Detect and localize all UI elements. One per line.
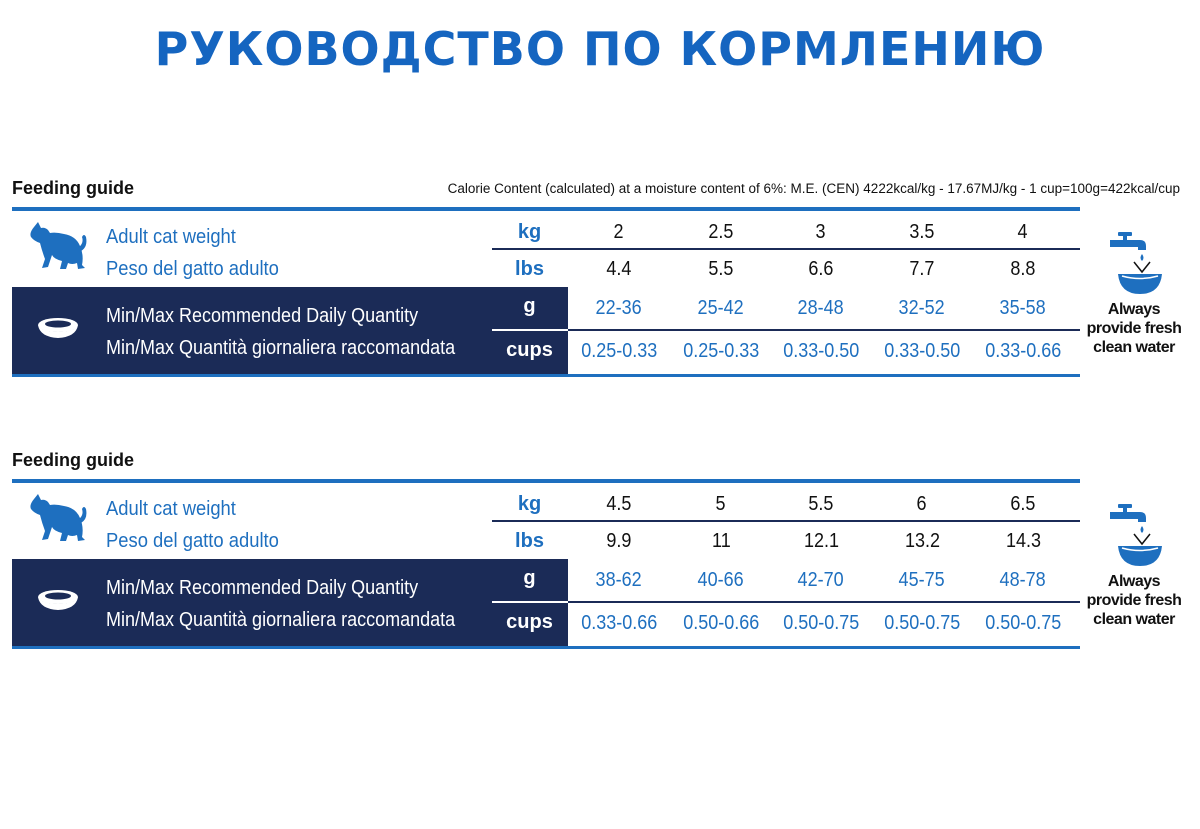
kg-value-cell: 2 xyxy=(613,221,625,243)
quantity-section xyxy=(12,559,1080,646)
weight-label-en: Adult cat weight xyxy=(106,498,236,520)
lbs-value-cell: 5.5 xyxy=(708,258,734,280)
quantity-label-en: Min/Max Recommended Daily Quantity xyxy=(106,305,419,327)
food-bowl-icon xyxy=(32,583,84,615)
quantity-label-it: Min/Max Quantità giornaliera raccomandata xyxy=(106,609,456,631)
water-reminder xyxy=(1084,228,1184,357)
g-value-cell: 22-36 xyxy=(595,297,643,319)
weight-labels xyxy=(106,221,294,285)
unit-separator xyxy=(492,329,568,331)
weight-label-en: Adult cat weight xyxy=(106,226,236,248)
weight-section xyxy=(12,211,1080,287)
food-bowl-icon xyxy=(32,311,84,343)
lbs-value-cell: 6.6 xyxy=(808,258,834,280)
water-text xyxy=(1084,300,1184,357)
cat-icon xyxy=(26,493,90,543)
g-value-cell: 45-75 xyxy=(898,569,946,591)
guide-heading: Feeding guide xyxy=(12,178,135,198)
g-value-cell: 38-62 xyxy=(595,569,643,591)
row-separator xyxy=(568,601,1080,603)
row-separator xyxy=(568,329,1080,331)
cups-value-cell: 0.33-0.50 xyxy=(782,340,860,362)
lbs-value-cell: 12.1 xyxy=(803,530,839,552)
unit-g: g xyxy=(523,295,536,317)
g-value-cell: 35-58 xyxy=(999,297,1047,319)
g-value-cell: 40-66 xyxy=(697,569,745,591)
weight-section xyxy=(12,483,1080,559)
water-reminder xyxy=(1084,500,1184,629)
lbs-value-cell: 7.7 xyxy=(909,258,935,280)
unit-lbs: lbs xyxy=(515,530,544,552)
g-value-cell: 48-78 xyxy=(999,569,1047,591)
g-value-cell: 42-70 xyxy=(797,569,845,591)
lbs-value-cell: 11 xyxy=(711,530,731,552)
quantity-labels xyxy=(106,572,494,636)
calorie-note: Calorie Content (calculated) at a moisture content of 6%: M.E. (CEN) 4222kcal/kg - 17.67MJ/kg - 1 cup=100g=422kcal/cup xyxy=(447,181,1180,196)
unit-g: g xyxy=(523,567,536,589)
g-value-cell: 32-52 xyxy=(898,297,946,319)
cups-value-cell: 0.50-0.75 xyxy=(883,612,961,634)
cat-icon xyxy=(26,221,90,271)
cups-value-cell: 0.25-0.33 xyxy=(580,340,658,362)
water-tap-icon xyxy=(1104,500,1164,570)
g-value-cell: 28-48 xyxy=(797,297,845,319)
quantity-label-it: Min/Max Quantità giornaliera raccomandata xyxy=(106,337,456,359)
weight-label-it: Peso del gatto adulto xyxy=(106,530,279,552)
cups-value-cell: 0.33-0.66 xyxy=(580,612,658,634)
feeding-guide xyxy=(12,178,1190,388)
kg-value-cell: 5.5 xyxy=(808,493,834,515)
water-text-line: provide fresh xyxy=(1086,320,1182,337)
lbs-value-cell: 14.3 xyxy=(1005,530,1041,552)
quantity-label-en: Min/Max Recommended Daily Quantity xyxy=(106,577,419,599)
kg-value-cell: 6 xyxy=(916,493,928,515)
kg-value-cell: 3.5 xyxy=(909,221,935,243)
lbs-value-cell: 13.2 xyxy=(904,530,940,552)
unit-lbs: lbs xyxy=(515,258,544,280)
lbs-value-cell: 8.8 xyxy=(1010,258,1036,280)
cups-value-cell: 0.25-0.33 xyxy=(682,340,760,362)
quantity-labels xyxy=(106,300,494,364)
lbs-value-cell: 4.4 xyxy=(606,258,632,280)
g-value-cell: 25-42 xyxy=(697,297,745,319)
cups-value-cell: 0.33-0.66 xyxy=(984,340,1062,362)
unit-cups: cups xyxy=(506,611,553,633)
row-separator xyxy=(492,520,1080,522)
cups-value-cell: 0.50-0.75 xyxy=(782,612,860,634)
kg-value-cell: 6.5 xyxy=(1010,493,1036,515)
unit-cups: cups xyxy=(506,339,553,361)
water-text-line: clean water xyxy=(1093,611,1175,628)
row-separator xyxy=(492,248,1080,250)
water-text-line: Always xyxy=(1107,573,1161,590)
kg-value-cell: 4 xyxy=(1017,221,1029,243)
unit-kg: kg xyxy=(517,493,542,515)
bottom-rule xyxy=(12,374,1080,377)
guide-heading: Feeding guide xyxy=(12,450,135,470)
unit-kg: kg xyxy=(517,221,542,243)
water-text xyxy=(1084,572,1184,629)
kg-value-cell: 2.5 xyxy=(708,221,734,243)
water-text-line: Always xyxy=(1107,301,1161,318)
water-text-line: clean water xyxy=(1093,339,1175,356)
water-text-line: provide fresh xyxy=(1086,592,1182,609)
unit-separator xyxy=(492,601,568,603)
water-tap-icon xyxy=(1104,228,1164,298)
cups-value-cell: 0.50-0.75 xyxy=(984,612,1062,634)
kg-value-cell: 3 xyxy=(815,221,827,243)
page-title: РУКОВОДСТВО ПО КОРМЛЕНИЮ xyxy=(154,22,1046,76)
lbs-value-cell: 9.9 xyxy=(606,530,632,552)
quantity-section xyxy=(12,287,1080,374)
kg-value-cell: 5 xyxy=(715,493,727,515)
cups-value-cell: 0.50-0.66 xyxy=(682,612,760,634)
cups-value-cell: 0.33-0.50 xyxy=(883,340,961,362)
feeding-guide xyxy=(12,450,1190,660)
kg-value-cell: 4.5 xyxy=(606,493,632,515)
weight-label-it: Peso del gatto adulto xyxy=(106,258,279,280)
weight-labels xyxy=(106,493,294,557)
bottom-rule xyxy=(12,646,1080,649)
